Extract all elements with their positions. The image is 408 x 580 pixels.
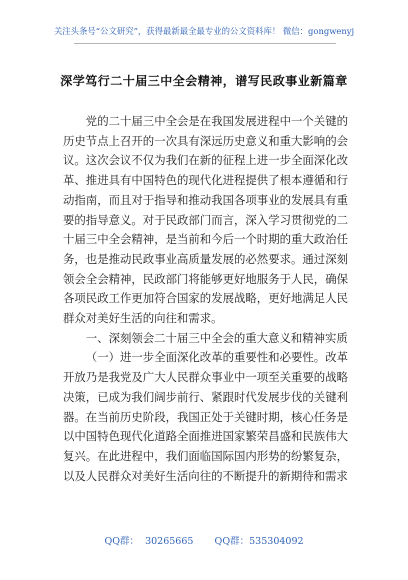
footer-contact: QQ群： 30265665 QQ群：535304092: [104, 536, 304, 547]
subsection-heading: （一）进一步全面深化改革的重要性和必要性。: [85, 350, 326, 365]
header-notice: 关注头条号“公文研究”，获得最新最全最专业的公文资料库！ 微信：gongwenyj: [53, 26, 355, 36]
subsection-paragraph: [63, 348, 348, 486]
document-title: 深学笃行二十届三中全会精神，谱写民政事业新篇章: [60, 74, 348, 88]
subsection-text: 改革开放乃是我党及广大人民群众事业中一项至关重要的战略决策，已成为我们阔步前行、紧跟时代发展步伐的关键利器。在当前历史阶段，我国正处于关键时期，核心任务是以中国特色现代化道路全面推进国家繁荣昌盛和民族伟大复兴。在此进程中，我们面临国际国内形势的纷繁复杂，以及人民群众对美好生活向往的不断提升的新期待和需求: [63, 350, 348, 483]
section-heading: 一、深刻领会二十届三中全会的重大意义和精神实质: [85, 330, 348, 345]
header-divider: [74, 43, 336, 44]
intro-paragraph: 党的二十届三中全会是在我国发展进程中一个关键的历史节点上召开的一次具有深远历史意义和重大影响的会议。这次会议不仅为我们在新的征程上进一步全面深化改革、推进具有中国特色的现代化进程提供了根本遵循和行动指南，而且对于指导和推动我国各项事业的发展具有重要的指导意义。对于民政部门而言，深入学习贯彻党的二十届三中全会精神，是当前和今后一个时期的重大政治任务，也是推动民政事业高质量发展的必然要求。通过深刻领会全会精神，民政部门将能够更好地服务于人民，确保各项民政工作更加符合国家的发展战略，更好地满足人民群众对美好生活的向往和需求。: [63, 114, 348, 326]
document-body: [63, 112, 348, 486]
